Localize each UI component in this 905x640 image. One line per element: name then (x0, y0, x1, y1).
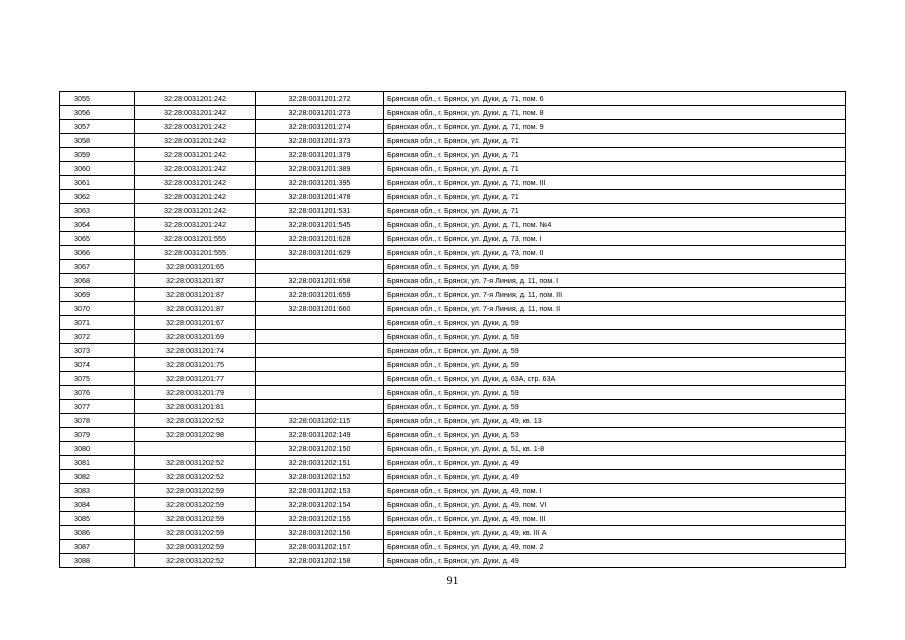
parcel-number-cell: 32:28:0031202:59 (135, 526, 256, 540)
table-row (60, 512, 846, 526)
parcel-number-cell: 32:28:0031202:52 (135, 414, 256, 428)
parcel-number-cell: 32:28:0031202:59 (135, 512, 256, 526)
object-number-cell: 32:28:0031202:152 (256, 470, 384, 484)
address-cell: Брянская обл., г. Брянск, ул. Дуки, д. 59 (384, 260, 846, 274)
table-row (60, 218, 846, 232)
table-row (60, 554, 846, 568)
address-cell: Брянская обл., г. Брянск, ул. Дуки, д. 59 (384, 316, 846, 330)
object-number-cell (256, 386, 384, 400)
object-number-cell: 32:28:0031202:155 (256, 512, 384, 526)
address-cell: Брянская обл., г. Брянск, ул. Дуки, д. 63А, стр. 63А (384, 372, 846, 386)
address-cell: Брянская обл., г. Брянск, ул. Дуки, д. 59 (384, 386, 846, 400)
address-cell: Брянская обл., г. Брянск, ул. Дуки, д. 51, кв. 1-8 (384, 442, 846, 456)
row-number-cell: 3081 (60, 456, 135, 470)
parcel-number-cell: 32:28:0031202:59 (135, 498, 256, 512)
row-number-cell: 3065 (60, 232, 135, 246)
table-row (60, 372, 846, 386)
row-number-cell: 3082 (60, 470, 135, 484)
parcel-number-cell: 32:28:0031201:242 (135, 106, 256, 120)
table-row (60, 540, 846, 554)
row-number-cell: 3058 (60, 134, 135, 148)
table-row (60, 330, 846, 344)
object-number-cell: 32:28:0031201:273 (256, 106, 384, 120)
table-row (60, 120, 846, 134)
object-number-cell: 32:28:0031202:157 (256, 540, 384, 554)
row-number-cell: 3059 (60, 148, 135, 162)
object-number-cell (256, 260, 384, 274)
object-number-cell: 32:28:0031202:158 (256, 554, 384, 568)
address-cell: Брянская обл., г. Брянск, ул. Дуки, д. 49, пом. VI (384, 498, 846, 512)
parcel-number-cell: 32:28:0031201:242 (135, 134, 256, 148)
row-number-cell: 3085 (60, 512, 135, 526)
object-number-cell: 32:28:0031201:274 (256, 120, 384, 134)
table-row (60, 162, 846, 176)
table-row (60, 190, 846, 204)
table-row (60, 316, 846, 330)
object-number-cell: 32:28:0031201:395 (256, 176, 384, 190)
row-number-cell: 3072 (60, 330, 135, 344)
table-row (60, 260, 846, 274)
page-number: 91 (446, 573, 459, 587)
object-number-cell: 32:28:0031202:151 (256, 456, 384, 470)
object-number-cell (256, 344, 384, 358)
parcel-number-cell: 32:28:0031201:74 (135, 344, 256, 358)
object-number-cell: 32:28:0031201:660 (256, 302, 384, 316)
address-cell: Брянская обл., г. Брянск, ул. Дуки, д. 49, кв. 13 (384, 414, 846, 428)
address-cell: Брянская обл., г. Брянск, ул. Дуки, д. 49, пом. III (384, 512, 846, 526)
parcel-number-cell: 32:28:0031201:87 (135, 302, 256, 316)
address-cell: Брянская обл., г. Брянск, ул. Дуки, д. 71, пом. 6 (384, 92, 846, 106)
table-row (60, 484, 846, 498)
object-number-cell (256, 372, 384, 386)
row-number-cell: 3061 (60, 176, 135, 190)
table-row (60, 134, 846, 148)
row-number-cell: 3086 (60, 526, 135, 540)
parcel-number-cell: 32:28:0031202:52 (135, 554, 256, 568)
object-number-cell: 32:28:0031201:379 (256, 148, 384, 162)
parcel-number-cell: 32:28:0031201:69 (135, 330, 256, 344)
parcel-number-cell: 32:28:0031201:242 (135, 190, 256, 204)
object-number-cell: 32:28:0031201:628 (256, 232, 384, 246)
address-cell: Брянская обл., г. Брянск, ул. Дуки, д. 71, пом. №4 (384, 218, 846, 232)
address-cell: Брянская обл., г. Брянск, ул. Дуки, д. 71, пом. III (384, 176, 846, 190)
table-row (60, 274, 846, 288)
parcel-number-cell: 32:28:0031201:242 (135, 162, 256, 176)
object-number-cell: 32:28:0031202:115 (256, 414, 384, 428)
address-cell: Брянская обл., г. Брянск, ул. 7-я Линия, д. 11, пом. II (384, 302, 846, 316)
parcel-number-cell: 32:28:0031201:555 (135, 232, 256, 246)
table-row (60, 106, 846, 120)
parcel-number-cell: 32:28:0031201:77 (135, 372, 256, 386)
object-number-cell: 32:28:0031201:545 (256, 218, 384, 232)
object-number-cell: 32:28:0031202:150 (256, 442, 384, 456)
parcel-number-cell: 32:28:0031201:87 (135, 274, 256, 288)
row-number-cell: 3079 (60, 428, 135, 442)
parcel-number-cell: 32:28:0031201:242 (135, 92, 256, 106)
address-cell: Брянская обл., г. Брянск, ул. Дуки, д. 71 (384, 190, 846, 204)
row-number-cell: 3071 (60, 316, 135, 330)
table-row (60, 442, 846, 456)
parcel-number-cell: 32:28:0031201:87 (135, 288, 256, 302)
row-number-cell: 3076 (60, 386, 135, 400)
row-number-cell: 3063 (60, 204, 135, 218)
table-row (60, 204, 846, 218)
address-cell: Брянская обл., г. Брянск, ул. Дуки, д. 71 (384, 204, 846, 218)
object-number-cell: 32:28:0031202:154 (256, 498, 384, 512)
address-cell: Брянская обл., г. Брянск, ул. Дуки, д. 71 (384, 162, 846, 176)
parcel-number-cell: 32:28:0031201:81 (135, 400, 256, 414)
table-body (60, 92, 846, 568)
object-number-cell: 32:28:0031201:373 (256, 134, 384, 148)
object-number-cell: 32:28:0031202:149 (256, 428, 384, 442)
table-row (60, 344, 846, 358)
address-cell: Брянская обл., г. Брянск, ул. Дуки, д. 59 (384, 344, 846, 358)
parcel-number-cell: 32:28:0031202:59 (135, 540, 256, 554)
row-number-cell: 3078 (60, 414, 135, 428)
table-row (60, 498, 846, 512)
row-number-cell: 3075 (60, 372, 135, 386)
object-number-cell: 32:28:0031201:629 (256, 246, 384, 260)
object-number-cell (256, 358, 384, 372)
object-number-cell (256, 330, 384, 344)
row-number-cell: 3066 (60, 246, 135, 260)
table-row (60, 386, 846, 400)
parcel-number-cell: 32:28:0031201:242 (135, 120, 256, 134)
row-number-cell: 3080 (60, 442, 135, 456)
address-cell: Брянская обл., г. Брянск, ул. Дуки, д. 53 (384, 428, 846, 442)
address-cell: Брянская обл., г. Брянск, ул. Дуки, д. 71 (384, 134, 846, 148)
parcel-number-cell: 32:28:0031202:52 (135, 470, 256, 484)
parcel-number-cell: 32:28:0031202:98 (135, 428, 256, 442)
address-cell: Брянская обл., г. Брянск, ул. Дуки, д. 59 (384, 400, 846, 414)
object-number-cell: 32:28:0031201:659 (256, 288, 384, 302)
row-number-cell: 3057 (60, 120, 135, 134)
table-row (60, 414, 846, 428)
object-number-cell: 32:28:0031201:272 (256, 92, 384, 106)
parcel-number-cell: 32:28:0031201:79 (135, 386, 256, 400)
parcel-number-cell: 32:28:0031201:65 (135, 260, 256, 274)
row-number-cell: 3062 (60, 190, 135, 204)
object-number-cell: 32:28:0031201:531 (256, 204, 384, 218)
table-row (60, 148, 846, 162)
row-number-cell: 3073 (60, 344, 135, 358)
address-cell: Брянская обл., г. Брянск, ул. Дуки, д. 49 (384, 470, 846, 484)
address-cell: Брянская обл., г. Брянск, ул. Дуки, д. 59 (384, 330, 846, 344)
address-cell: Брянская обл., г. Брянск, ул. Дуки, д. 49 (384, 554, 846, 568)
object-number-cell: 32:28:0031202:153 (256, 484, 384, 498)
address-cell: Брянская обл., г. Брянск, ул. Дуки, д. 59 (384, 358, 846, 372)
table-row (60, 302, 846, 316)
parcel-number-cell: 32:28:0031201:242 (135, 218, 256, 232)
row-number-cell: 3060 (60, 162, 135, 176)
row-number-cell: 3083 (60, 484, 135, 498)
row-number-cell: 3068 (60, 274, 135, 288)
table-row (60, 288, 846, 302)
parcel-number-cell (135, 442, 256, 456)
row-number-cell: 3056 (60, 106, 135, 120)
row-number-cell: 3069 (60, 288, 135, 302)
row-number-cell: 3055 (60, 92, 135, 106)
table-row (60, 400, 846, 414)
object-number-cell (256, 316, 384, 330)
object-number-cell: 32:28:0031201:389 (256, 162, 384, 176)
row-number-cell: 3084 (60, 498, 135, 512)
table-row (60, 232, 846, 246)
parcel-number-cell: 32:28:0031201:75 (135, 358, 256, 372)
object-number-cell (256, 400, 384, 414)
row-number-cell: 3070 (60, 302, 135, 316)
table-row (60, 470, 846, 484)
table-row (60, 92, 846, 106)
address-cell: Брянская обл., г. Брянск, ул. Дуки, д. 49, пом. I (384, 484, 846, 498)
parcel-number-cell: 32:28:0031201:67 (135, 316, 256, 330)
row-number-cell: 3088 (60, 554, 135, 568)
address-cell: Брянская обл., г. Брянск, ул. Дуки, д. 49, кв. III А (384, 526, 846, 540)
row-number-cell: 3067 (60, 260, 135, 274)
object-number-cell: 32:28:0031202:156 (256, 526, 384, 540)
row-number-cell: 3077 (60, 400, 135, 414)
row-number-cell: 3064 (60, 218, 135, 232)
parcel-number-cell: 32:28:0031201:242 (135, 204, 256, 218)
address-cell: Брянская обл., г. Брянск, ул. Дуки, д. 73, пом. II (384, 246, 846, 260)
parcel-number-cell: 32:28:0031201:242 (135, 148, 256, 162)
table-row (60, 358, 846, 372)
parcel-number-cell: 32:28:0031202:52 (135, 456, 256, 470)
object-number-cell: 32:28:0031201:478 (256, 190, 384, 204)
address-cell: Брянская обл., г. Брянск, ул. 7-я Линия, д. 11, пом. III (384, 288, 846, 302)
parcel-number-cell: 32:28:0031201:555 (135, 246, 256, 260)
table-row (60, 456, 846, 470)
row-number-cell: 3074 (60, 358, 135, 372)
row-number-cell: 3087 (60, 540, 135, 554)
parcel-number-cell: 32:28:0031201:242 (135, 176, 256, 190)
table-row (60, 526, 846, 540)
table-row (60, 246, 846, 260)
address-cell: Брянская обл., г. Брянск, ул. Дуки, д. 73, пом. I (384, 232, 846, 246)
address-cell: Брянская обл., г. Брянск, ул. Дуки, д. 49 (384, 456, 846, 470)
table-row (60, 428, 846, 442)
parcel-number-cell: 32:28:0031202:59 (135, 484, 256, 498)
address-cell: Брянская обл., г. Брянск, ул. Дуки, д. 71 (384, 148, 846, 162)
address-cell: Брянская обл., г. Брянск, ул. Дуки, д. 71, пом. 9 (384, 120, 846, 134)
object-number-cell: 32:28:0031201:658 (256, 274, 384, 288)
address-cell: Брянская обл., г. Брянск, ул. Дуки, д. 49, пом. 2 (384, 540, 846, 554)
table-row (60, 176, 846, 190)
cadastral-table (59, 91, 846, 568)
address-cell: Брянская обл., г. Брянск, ул. 7-я Линия, д. 11, пом. I (384, 274, 846, 288)
address-cell: Брянская обл., г. Брянск, ул. Дуки, д. 71, пом. 8 (384, 106, 846, 120)
